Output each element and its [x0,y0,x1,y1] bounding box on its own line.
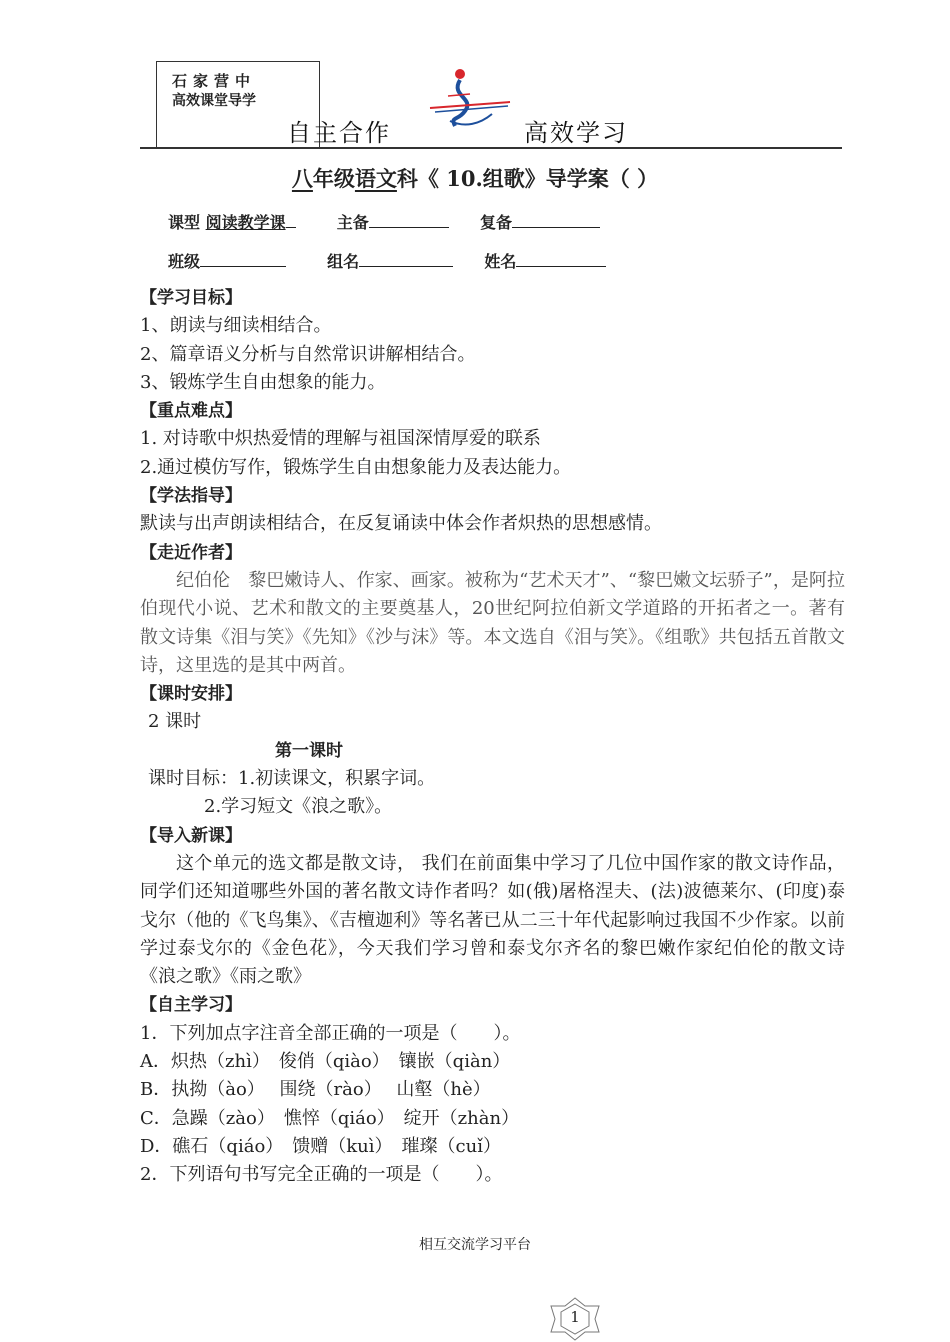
page-title [0,163,950,193]
text-line: 1、朗读与细读相结合。 [140,315,332,337]
header-rule [140,147,842,149]
text-line: 2 课时 [148,711,202,733]
title-grade: 八 [291,166,313,191]
option-c: C．急躁（zào） 憔悴（qiáo） 绽开（zhàn） [140,1107,520,1129]
text-line: 2.通过模仿写作，锻炼学生自由想象能力及表达能力。 [140,456,572,478]
school-logo-icon [420,66,520,136]
section-heading: 【重点难点】 [140,401,242,422]
page-number: 1 [570,1308,580,1326]
section-heading: 【学习目标】 [140,288,242,308]
lesson-type-value: 阅读教学课 [205,213,286,232]
author-paragraph: 纪伯伦 黎巴嫩诗人、作家、画家。被称为“艺术天才”、“黎巴嫩文坛骄子”，是阿拉伯现代小说、艺术和散文的主要奠基人，20世纪阿拉伯新文学道路的开拓者之一。著有散文诗集《泪与笑》《先知》《沙与沫》等。本文选自《泪与笑》。《组歌》共包括五首散文诗，这里选的是其中两首。 [140,569,845,676]
meta-row-1 [168,210,600,233]
slogan-left: 自主合作 [287,119,391,147]
document-body [140,284,845,1190]
meta-row-2 [168,249,606,272]
title-main: 科《 10.组歌》导学案（ ） [396,166,659,191]
text-line: 课时目标：1.初读课文，积累字词。 [148,768,436,790]
lesson-type-blank [286,213,296,228]
text-line: 默读与出声朗读相结合，在反复诵读中体会作者炽热的思想感情。 [140,513,662,535]
section-heading: 【课时安排】 [140,684,242,705]
text-line: 2、篇章语义分析与自然常识讲解相结合。 [140,343,476,365]
title-subject: 语文 [354,166,397,191]
slogan-right: 高效学习 [524,119,628,147]
lesson-heading: 第一课时 [275,740,343,761]
text-line: 2.学习短文《浪之歌》。 [204,796,393,818]
title-grade-suffix: 年级 [312,166,355,191]
text-line: 1. 对诗歌中炽热爱情的理解与祖国深情厚爱的联系 [140,428,541,450]
option-a: A．炽热（zhì） 俊俏（qiào） 镶嵌（qiàn） [140,1051,511,1073]
review-blank[interactable] [512,213,600,228]
question-line: 2．下列语句书写完全正确的一项是（ ）。 [140,1164,503,1186]
class-blank[interactable] [200,252,286,267]
lesson-type-label: 课型 [168,213,201,232]
group-blank[interactable] [359,252,453,267]
option-b: B．执拗（ào） 围绕（rào） 山壑（hè） [140,1079,491,1101]
section-heading: 【自主学习】 [140,995,242,1016]
intro-paragraph: 这个单元的选文都是散文诗， 我们在前面集中学习了几位中国作家的散文诗作品，同学们还知道哪些外国的著名散文诗作者吗？如(俄)屠格涅夫、(法)波德莱尔、(印度)泰戈尔（他的《飞鸟集》、《吉檀迦利》等名著已从二三十年代起影响过我国不少作家。以前学过泰戈尔的《金色花》，今天我们学习曾和泰戈尔齐名的黎巴嫩作家纪伯伦的散文诗《浪之歌》《雨之歌》 [140,852,845,988]
host-label: 主备 [336,213,369,232]
footer-text: 相互交流学习平台 [419,1237,531,1253]
text-line: 3、锻炼学生自由想象的能力。 [140,371,386,393]
section-heading: 【导入新课】 [140,825,242,846]
header-subtitle: 高效课堂导学 [172,93,256,109]
option-d: D．礁石（qiáo） 馈赠（kuì） 璀璨（cuǐ） [140,1135,501,1157]
name-label: 姓名 [484,252,517,271]
section-heading: 【走近作者】 [140,542,242,563]
section-heading: 【学法指导】 [140,486,242,507]
group-label: 组名 [327,252,360,271]
host-blank[interactable] [369,213,449,228]
school-name: 石家营中 [172,72,257,90]
review-label: 复备 [479,213,512,232]
name-blank[interactable] [516,252,606,267]
class-label: 班级 [168,252,201,271]
question-line: 1．下列加点字注音全部正确的一项是（ ）。 [140,1022,521,1044]
